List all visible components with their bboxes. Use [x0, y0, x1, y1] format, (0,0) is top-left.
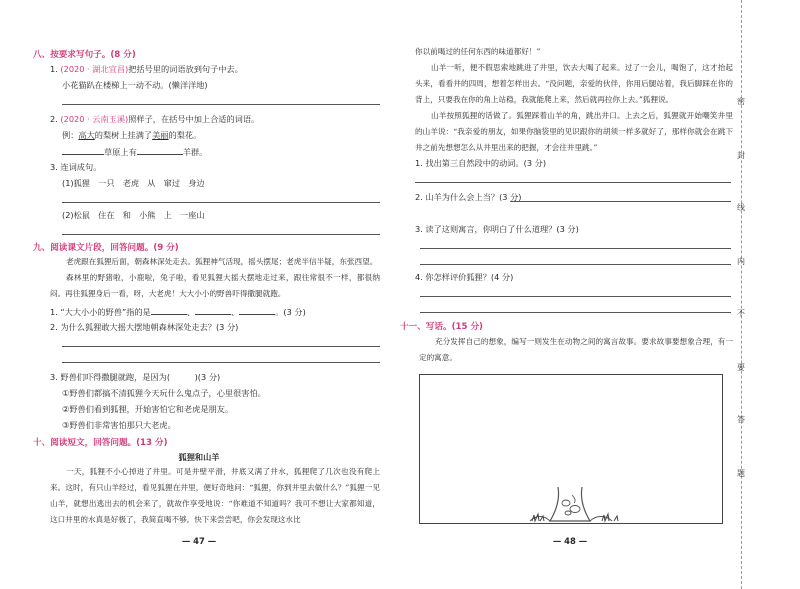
binding-dashed-line	[741, 0, 742, 589]
writing-area[interactable]	[419, 374, 723, 524]
s9-q2-text: 为什么狐狸敢大摇大摆地朝森林深处走去？(3 分)	[60, 322, 239, 332]
s9-passage-2: 森林里的野猪啦，小鹿啦，兔子啦，看见狐狸大摇大摆地走过来，跟往常很不一样，都很纳闷。再往狐狸身后一看，呀，大老虎！大大小小的野兽吓得撒腿就跑。	[50, 273, 380, 298]
margin-char-1: 密	[737, 97, 745, 106]
s8-q2-number: 2.	[50, 114, 58, 124]
r-q1-text: 找出第三自然段中的动词。(3 分)	[425, 158, 547, 168]
s9-q1-number: 1.	[50, 307, 58, 317]
r-q4-line-1[interactable]	[420, 296, 731, 297]
section11-prompt: 充分发挥自己的想象，编写一则发生在动物之间的寓言故事。要求故事要想象合理，有一定的寓意。	[419, 337, 733, 362]
s8-q2-fill	[62, 146, 207, 158]
r-q1	[415, 158, 546, 169]
r-q3-line-2[interactable]	[420, 264, 731, 265]
margin-char-3: 线	[737, 203, 745, 212]
s8-q3-item2: (2)松鼠 住在 和 小熊 上 一座山	[62, 210, 205, 220]
s8-q2-example	[62, 130, 201, 141]
r-q4-line-2[interactable]	[420, 312, 731, 313]
s8-q1-tag: (2020 · 湖北宜昌)	[60, 64, 129, 74]
page-number-47: — 47 —	[181, 536, 217, 546]
r-q4-text: 你怎样评价狐狸？(4 分)	[425, 272, 514, 282]
s9-q1: 1. “大大小小的野兽”指的是 、 、 。(3 分)	[50, 307, 306, 317]
r-q2-number: 2.	[415, 192, 423, 202]
s9-q1-tail: 。(3 分)	[275, 307, 306, 317]
example-mid: 的梨树上挂满了	[94, 130, 153, 140]
s9-q2-number: 2.	[50, 322, 58, 332]
example-word1: 高大	[78, 130, 95, 140]
s8-q2-tag: (2020 · 云南玉溪)	[60, 114, 129, 124]
s9-q3-option-2: ②野兽们看到狐狸，开始害怕它和老虎是朋友。	[62, 404, 234, 414]
s8-q3-number: 3.	[50, 162, 58, 172]
r-q3-number: 3.	[415, 224, 423, 234]
s8-q3-item2-line[interactable]	[62, 234, 380, 235]
s8-q2	[50, 114, 259, 125]
s8-q1-text: 把括号里的词语放到句子中去。	[128, 64, 243, 74]
r-q3	[415, 224, 579, 235]
s9-q3-number: 3.	[50, 372, 58, 382]
example-prefix: 例：	[62, 130, 79, 140]
s8-q2-text: 照样子，在括号中加上合适的词语。	[128, 114, 260, 124]
margin-char-2: 封	[737, 151, 745, 160]
margin-char-8: 题	[737, 469, 745, 478]
s8-q3	[50, 162, 101, 173]
passage-continued-1: 你以前喝过的任何东西的味道都好！”	[415, 47, 541, 56]
r-q3-line-1[interactable]	[420, 248, 731, 249]
section11-title: 十一、写话。(15 分)	[400, 322, 483, 332]
example-suffix: 的梨花。	[168, 130, 202, 140]
s9-q2-line-2[interactable]	[62, 362, 380, 363]
s10-passage: 一天，狐狸不小心掉进了井里。可是井壁平滑，井底又满了井水，狐狸爬了几次也没有爬上来。这时，有只山羊经过，看见狐狸在井里，便好奇地问：“狐狸，你到井里去做什么？”狐狸一见山羊，就想出逃出去的机会来了，就故作享受地说：“你难道不知道吗？我可不想让大家都知道，这口井里的水真是好极了，我简直喝不够。快下来尝尝吧，你会发现这水比	[50, 467, 380, 524]
s8-q3-text: 连词成句。	[60, 162, 102, 172]
margin-char-5: 不	[737, 309, 745, 318]
margin-char-6: 要	[737, 363, 745, 372]
s8-q1-sentence: 小花猫趴在楼梯上一动不动。(懒洋洋地)	[62, 80, 208, 90]
section10-title: 十、阅读短文，回答问题。(13 分)	[33, 438, 168, 448]
s8-q3-item1: (1)狐狸 一只 老虎 从 窜过 身边	[62, 178, 205, 188]
s9-q1-blank-3[interactable]	[239, 306, 275, 315]
s9-passage-1: 老虎跟在狐狸后面，朝森林深处走去。狐狸神气活现，摇头摆尾；老虎半信半疑，东张西望。	[66, 257, 378, 266]
passage-continued-3: 山羊按照狐狸的话做了。狐狸踩着山羊的角，跳出井口。上去之后，狐狸就开始嘲笑井里的山羊说：“我亲爱的朋友，如果你脑袋里的见识跟你的胡须一样多就好了，那样你就会在跳下井之前先想想怎么从井里出来的把握，才会往井里跳。”	[415, 111, 733, 152]
r-q4	[415, 272, 513, 283]
s9-q1-blank-2[interactable]	[195, 306, 231, 315]
fill-blank-1[interactable]	[62, 146, 104, 155]
passage-continued-2: 山羊一听，便不假思索地跳进了井里，饮去大喝了起来。过了一会儿，喝饱了，这才抬起头来，看看井的四周，想着怎样出去。“没问题，亲爱的伙伴，你用后腿站着，我后脚踩在你的背上，只要我在你的角上站稳，我就能爬上来，然后就再拉你上去。”狐狸说。	[415, 63, 733, 104]
r-q2	[415, 192, 522, 203]
s9-q3-option-3: ③野兽们非常害怕那只大老虎。	[62, 420, 176, 430]
r-q1-number: 1.	[415, 158, 423, 168]
example-word2: 美丽	[152, 130, 169, 140]
s9-q1-text: “大大小小的野兽”指的是	[60, 307, 151, 317]
s8-q1	[50, 64, 243, 75]
margin-char-7: 答	[737, 415, 745, 424]
page-number-48: — 48 —	[552, 536, 588, 546]
tree-trunk-illustration	[420, 375, 722, 523]
s9-q2	[50, 322, 238, 333]
s9-q2-line-1[interactable]	[62, 346, 380, 347]
section8-title: 八、按要求写句子。(8 分)	[33, 50, 136, 60]
left-page	[0, 0, 398, 589]
s8-q1-number: 1.	[50, 64, 58, 74]
s9-q3	[50, 372, 220, 383]
r-q1-line[interactable]	[415, 182, 731, 183]
margin-char-4: 内	[737, 257, 745, 266]
s8-q1-answer-line[interactable]	[62, 104, 380, 105]
fill-blank-2[interactable]	[137, 146, 183, 155]
r-q2-text: 山羊为什么会上当？(3 分)	[425, 192, 522, 202]
r-q4-number: 4.	[415, 272, 423, 282]
story-title: 狐狸和山羊	[178, 452, 220, 462]
section9-title: 九、阅读课文片段，回答问题。(9 分)	[33, 243, 179, 253]
fill-mid: 草原上有	[104, 147, 137, 157]
s9-q3-option-1: ①野兽们都搞不清狐狸今天玩什么鬼点子，心里很害怕。	[62, 388, 266, 398]
r-q3-text: 读了这则寓言，你明白了什么道理？(3 分)	[425, 224, 579, 234]
s9-q3-text: 野兽们吓得撒腿就跑，是因为( )(3 分)	[60, 372, 221, 382]
s9-q1-blank-1[interactable]	[151, 306, 187, 315]
fill-end: 羊群。	[182, 147, 208, 157]
s8-q3-item1-line[interactable]	[62, 202, 380, 203]
r-q2-line[interactable]	[510, 201, 731, 202]
